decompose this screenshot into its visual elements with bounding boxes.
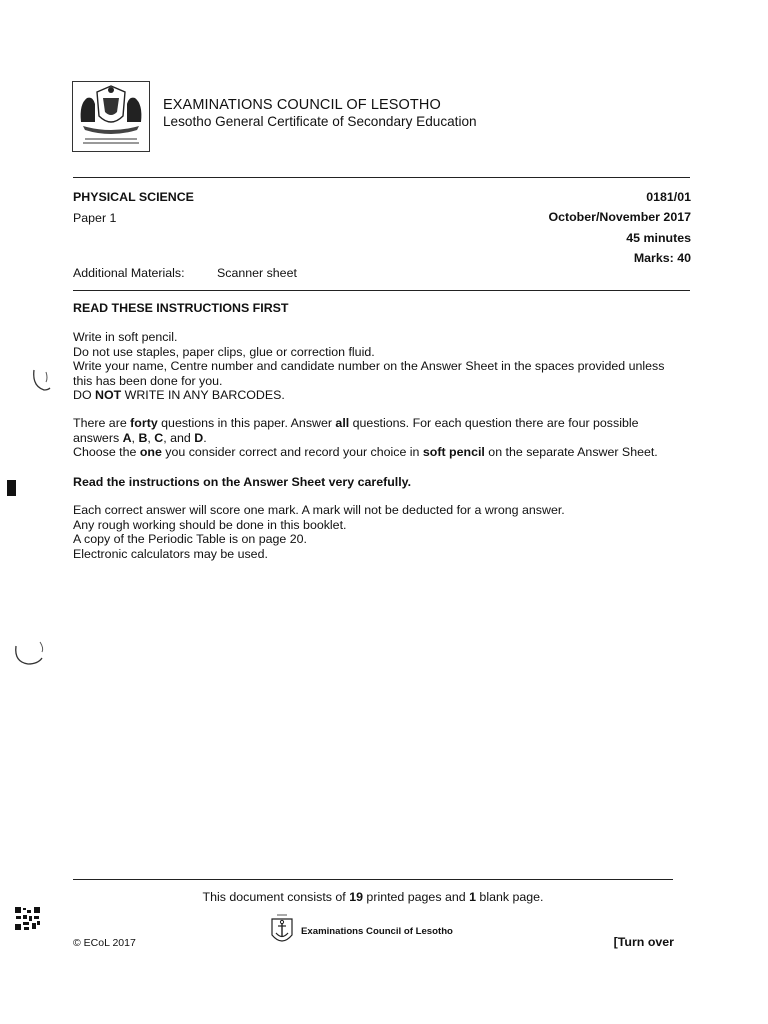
instructions-block-general	[73, 330, 703, 403]
footer-rule	[73, 879, 673, 880]
instruction-text: questions in this paper. Answer	[157, 416, 336, 430]
exam-session: October/November 2017	[548, 210, 691, 224]
instruction-line	[73, 388, 703, 403]
instruction-line	[73, 416, 703, 431]
page-count-text: This document consists of	[202, 890, 350, 904]
instruction-emphasis: all	[335, 416, 350, 430]
instruction-text: .	[203, 430, 207, 445]
instruction-line: Do not use staples, paper clips, glue or correction fluid.	[73, 344, 375, 359]
answer-letter: C	[154, 430, 164, 445]
answer-letter: D	[194, 430, 204, 445]
council-name: EXAMINATIONS COUNCIL OF LESOTHO	[163, 97, 441, 113]
instructions-block-marking	[73, 503, 703, 561]
instruction-line: A copy of the Periodic Table is on page 20.	[73, 532, 307, 547]
instruction-line: Each correct answer will score one mark. A mark will not be deducted for a wrong answer.	[73, 503, 565, 517]
instruction-line: Write your name, Centre number and candidate number on the Answer Sheet in the spaces provided unless	[73, 359, 665, 374]
instruction-emphasis: soft pencil	[422, 445, 485, 460]
instruction-line	[73, 431, 703, 446]
scan-hole-mark	[30, 364, 52, 398]
instructions-answer-sheet-note: Read the instructions on the Answer Sheet very carefully.	[73, 475, 412, 489]
instructions-heading: READ THESE INSTRUCTIONS FIRST	[73, 301, 289, 315]
ecol-anchor-logo	[268, 913, 296, 949]
turn-over-note: [Turn over	[613, 935, 674, 949]
materials-rule	[73, 290, 690, 291]
materials-label: Additional Materials:	[73, 266, 185, 280]
instruction-text: you consider correct and record your choice in	[161, 445, 423, 460]
instruction-text: ,	[147, 430, 155, 445]
subject-title: PHYSICAL SCIENCE	[73, 190, 194, 204]
instruction-text: Choose the	[73, 445, 140, 460]
instruction-text: There are	[73, 416, 131, 430]
instruction-line: this has been done for you.	[73, 373, 223, 388]
header-rule	[73, 177, 690, 178]
instruction-text: ,	[131, 430, 139, 445]
materials-value: Scanner sheet	[217, 266, 297, 280]
instruction-text: on the separate Answer Sheet.	[484, 445, 658, 460]
scan-bar-mark	[7, 480, 16, 496]
exam-duration: 45 minutes	[626, 231, 691, 245]
instructions-block-questions	[73, 416, 703, 460]
paper-number: Paper 1	[73, 211, 117, 225]
instruction-text: answers	[73, 430, 123, 445]
answer-letter: A	[122, 430, 132, 445]
instruction-text: DO	[73, 388, 96, 403]
scan-hole-mark	[6, 636, 46, 670]
instruction-text: , and	[163, 430, 195, 445]
instruction-emphasis: forty	[130, 416, 158, 430]
copyright-notice: © ECoL 2017	[73, 937, 136, 949]
instruction-text: questions. For each question there are four possible	[349, 416, 639, 430]
instruction-line: Any rough working should be done in this booklet.	[73, 517, 347, 532]
instruction-line	[73, 445, 703, 460]
instruction-text: WRITE IN ANY BARCODES.	[121, 388, 285, 403]
instruction-line: Electronic calculators may be used.	[73, 546, 268, 561]
instruction-emphasis: one	[139, 445, 162, 460]
paper-code: 0181/01	[646, 190, 691, 204]
instruction-line: Write in soft pencil.	[73, 330, 178, 344]
page-count-note	[0, 890, 746, 904]
certificate-name: Lesotho General Certificate of Secondary Education	[163, 114, 477, 129]
total-marks: Marks: 40	[633, 251, 691, 265]
printed-page-count: 19	[349, 890, 363, 904]
page-count-text: blank page.	[475, 890, 544, 904]
blank-page-count: 1	[469, 890, 476, 904]
footer-council-name: Examinations Council of Lesotho	[301, 926, 453, 937]
answer-letter: B	[138, 430, 148, 445]
qr-barcode	[14, 906, 41, 931]
instruction-emphasis: NOT	[95, 388, 122, 403]
coat-of-arms-logo	[72, 81, 150, 152]
page-count-text: printed pages and	[362, 890, 470, 904]
